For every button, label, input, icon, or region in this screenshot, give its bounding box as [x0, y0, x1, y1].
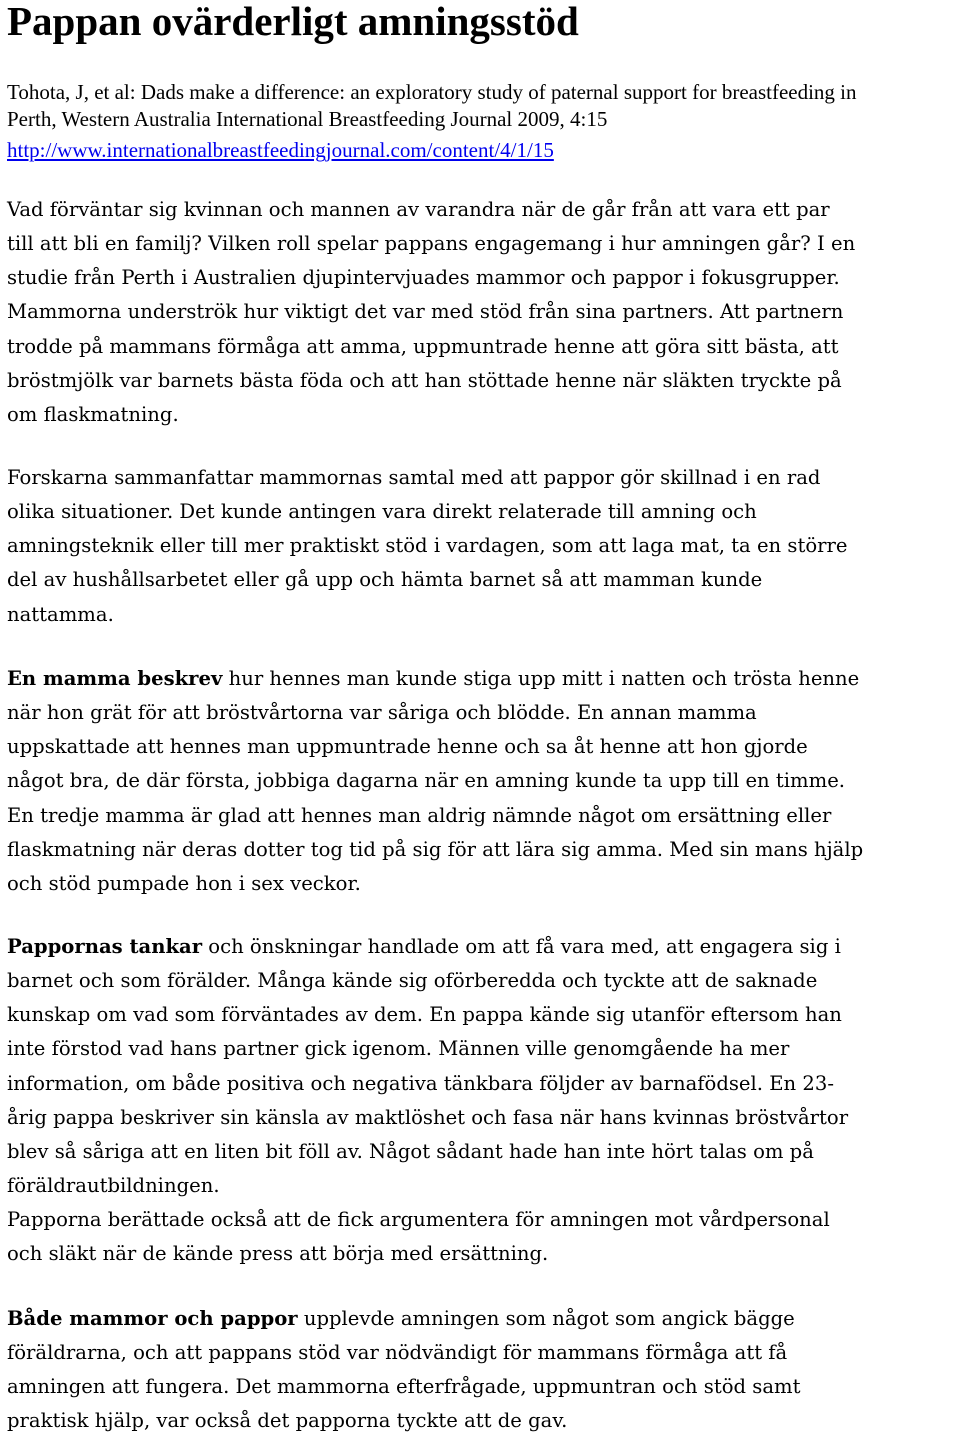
- text-run: hur hennes man kunde stiga upp mitt i natten och trösta henne: [222, 667, 860, 690]
- text-run: upplevde amningen som något som angick bägge: [297, 1307, 795, 1330]
- paragraph-lead: Både mammor och pappor: [7, 1307, 298, 1330]
- text-line: när hon grät för att bröstvårtorna var såriga och blödde. En annan mamma: [7, 701, 757, 725]
- text-line: och stöd pumpade hon i sex veckor.: [7, 871, 361, 895]
- text-line: studie från Perth i Australien djupintervjuades mammor och pappor i fokusgrupper.: [7, 266, 840, 290]
- text-line: [7, 1302, 957, 1336]
- paragraph-lead: En mamma beskrev: [7, 667, 223, 690]
- text-line: Mammorna underströk hur viktigt det var med stöd från sina partners. Att partnern: [7, 300, 844, 324]
- text-line: Vad förväntar sig kvinnan och mannen av varandra när de går från att vara ett par: [7, 198, 830, 221]
- reference-line: Perth, Western Australia International Breastfeeding Journal 2009, 4:15: [7, 107, 608, 131]
- text-line: uppskattade att hennes man uppmuntrade henne och sa åt henne att hon gjorde: [7, 735, 808, 759]
- text-line: inte förstod vad hans partner gick igenom. Männen ville genomgående ha mer: [7, 1037, 790, 1061]
- paragraph-conclusion: [7, 1302, 957, 1439]
- text-line: bröstmjölk var barnets bästa föda och att han stöttade henne när släkten tryckte på: [7, 368, 842, 392]
- paragraph-mothers: [7, 662, 957, 901]
- text-line: amningsteknik eller till mer praktiskt stöd i vardagen, som att laga mat, ta en större: [7, 534, 848, 558]
- text-line: praktisk hjälp, var också det papporna tyckte att de gav.: [7, 1409, 568, 1433]
- paragraph-intro: [7, 193, 957, 432]
- text-line: kunskap om vad som förväntades av dem. En pappa kände sig utanför eftersom han: [7, 1003, 842, 1027]
- text-line: olika situationer. Det kunde antingen vara direkt relaterade till amning och: [7, 500, 757, 524]
- text-line: amningen att fungera. Det mammorna efterfrågade, uppmuntran och stöd samt: [7, 1375, 801, 1399]
- reference-line: Tohota, J, et al: Dads make a difference: an exploratory study of paternal support for breastfeeding in: [7, 80, 857, 104]
- text-run: och önskningar handlade om att få vara med, att engagera sig i: [202, 935, 841, 958]
- text-line: om flaskmatning.: [7, 402, 179, 426]
- text-line: En tredje mamma är glad att hennes man aldrig nämnde något om ersättning eller: [7, 803, 832, 827]
- text-line: nattamma.: [7, 602, 114, 626]
- text-line: föräldrarna, och att pappans stöd var nödvändigt för mammans förmåga att få: [7, 1341, 788, 1365]
- text-line: till att bli en familj? Vilken roll spelar pappans engagemang i hur amningen går? I en: [7, 232, 856, 256]
- text-line: del av hushållsarbetet eller gå upp och hämta barnet så att mamman kunde: [7, 568, 763, 592]
- text-line: trodde på mammans förmåga att amma, uppmuntrade henne att göra sitt bästa, att: [7, 334, 839, 358]
- text-line: Forskarna sammanfattar mammornas samtal med att pappor gör skillnad i en rad: [7, 466, 821, 489]
- text-line: barnet och som förälder. Många kände sig oförberedda och tyckte att de saknade: [7, 969, 818, 993]
- text-line: något bra, de där första, jobbiga dagarna när en amning kunde ta upp till en timme.: [7, 769, 846, 793]
- text-line: årig pappa beskriver sin känsla av maktlöshet och fasa när hans kvinnas bröstvårtor: [7, 1105, 849, 1129]
- text-line: [7, 662, 957, 696]
- text-line: föräldrautbildningen.: [7, 1174, 220, 1198]
- text-line: och släkt när de kände press att börja med ersättning.: [7, 1242, 549, 1266]
- text-line: flaskmatning när deras dotter tog tid på sig för att lära sig amma. Med sin mans hjälp: [7, 837, 864, 861]
- paragraph-fathers: [7, 930, 957, 1272]
- paragraph-lead: Pappornas tankar: [7, 935, 203, 958]
- text-line: blev så såriga att en liten bit föll av. Något sådant hade han inte hört talas om på: [7, 1139, 814, 1163]
- text-line: [7, 930, 957, 964]
- text-line: information, om både positiva och negativa tänkbara följder av barnafödsel. En 23-: [7, 1071, 834, 1095]
- reference-citation: [7, 79, 955, 133]
- reference-link[interactable]: http://www.internationalbreastfeedingjournal.com/content/4/1/15: [7, 138, 554, 162]
- text-line: Papporna berättade också att de fick argumentera för amningen mot vårdpersonal: [7, 1208, 830, 1232]
- page-title: Pappan ovärderligt amningsstöd: [7, 0, 579, 44]
- paragraph-summary: [7, 461, 957, 632]
